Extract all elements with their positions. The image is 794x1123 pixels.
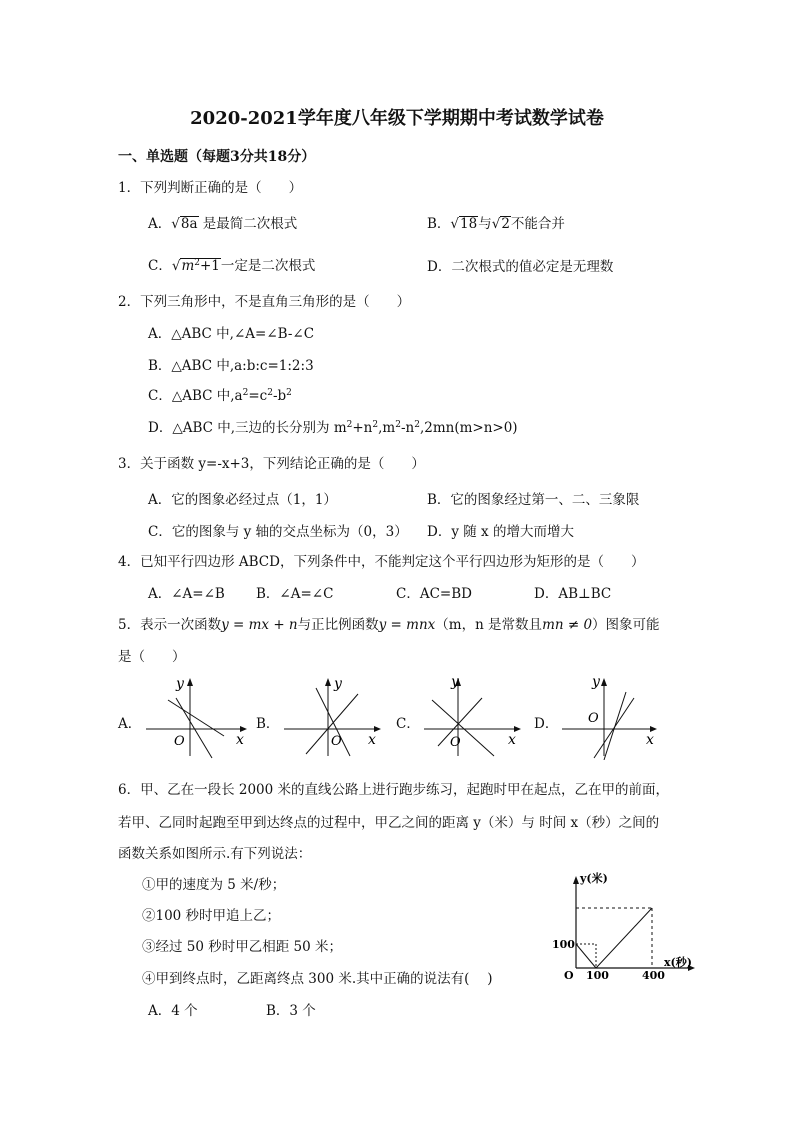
q4-option-d[interactable]: D．AB⊥BC [534,586,612,602]
origin-label: O [331,734,342,749]
origin-label: O [564,969,574,980]
radicand-exp: 2 [194,258,200,268]
q6-statement-1: ①甲的速度为 5 米/秒； [142,877,286,893]
q4-option-b[interactable]: B．∠A=∠C [256,586,334,602]
y-label: y [451,674,459,690]
radical-sign: √ [491,216,501,232]
origin-label: O [450,735,461,750]
q1-option-d[interactable]: D．二次根式的值必定是无理数 [427,259,614,275]
q3-option-b[interactable]: B．它的图象经过第一、二、三象限 [427,492,640,508]
q2-d-part: +n [352,420,373,436]
q5-stem-post: ）图象可能 [592,617,660,633]
q5-formula-proportional: y = mnx [378,617,436,633]
question-4-stem: 4．已知平行四边形 ABCD，下列条件中，不能判定这个平行四边形为矩形的是（ ） [118,554,645,570]
q1-option-b-text: 不能合并 [510,216,565,232]
q2-c-pre: C．△ABC 中,a [148,388,243,404]
q1-option-c-label: C． [148,258,172,274]
question-3-stem: 3．关于函数 y=-x+3，下列结论正确的是（ ） [118,456,425,472]
q5-stem-pre: 5．表示一次函数 [118,617,222,633]
y-label: y [592,674,600,690]
exp: 2 [286,388,292,398]
q2-d-part: -n [400,420,415,436]
question-5-stem [118,613,660,633]
q5-option-a-label[interactable]: A． [118,716,142,732]
q4-option-a[interactable]: A．∠A=∠B [148,586,225,602]
q2-option-b[interactable]: B．△ABC 中,a:b:c=1:2:3 [148,358,314,374]
x-label: x [236,732,244,748]
graph-segment-1 [576,944,596,968]
q3-option-a[interactable]: A．它的图象必经过点（1，1） [148,492,337,508]
x-label: x [646,732,654,748]
q1-option-b-radicand-1: 18 [460,216,478,232]
q2-option-d[interactable] [148,416,518,436]
q1-option-c[interactable] [148,254,315,274]
q6-statement-2: ②100 秒时甲追上乙； [142,908,281,924]
radical-sign: √ [171,258,181,274]
q3-option-c[interactable]: C．它的图象与 y 轴的交点坐标为（0，3） [148,524,408,540]
page-title: 2020-2021学年度八年级下学期期中考试数学试卷 [190,108,604,129]
q5-graph-d[interactable] [556,672,666,760]
q5-stem-mid: 与正比例函数 [297,617,379,633]
section-heading: 一、单选题（每题3分共18分） [118,149,316,165]
radicand-base: m [181,258,195,274]
y-axis-arrow [187,678,193,686]
q2-d-part: ,2mn(m>n>0) [419,420,518,436]
origin-label: O [174,734,185,749]
q2-d-part: ,m [378,420,396,436]
x-label: x [368,732,376,748]
q1-option-c-radicand [180,258,220,273]
radicand-text: 8a [180,216,198,232]
q5-graph-b[interactable] [278,672,388,760]
q3-option-d[interactable]: D．y 随 x 的增大而增大 [427,524,574,540]
q1-option-a-text: 是最简二次根式 [202,216,298,232]
radical-sign: √ [450,216,460,232]
exp: 2 [242,388,249,398]
question-1-stem: 1．下列判断正确的是（ ） [118,180,303,196]
question-2-stem: 2．下列三角形中，不是直角三角形的是（ ） [118,294,411,310]
exp: 2 [267,388,273,398]
radical-sign: √ [171,216,180,232]
q2-c-mid: =c [248,388,268,404]
q2-option-c[interactable] [148,384,292,404]
q2-d-pre: D．△ABC 中,三边的长分别为 m [148,420,347,436]
q2-option-a[interactable]: A．△ABC 中,∠A=∠B-∠C [148,326,315,342]
q1-option-b[interactable] [427,212,565,232]
y-label: y [334,676,342,692]
y-axis-arrow [325,678,331,686]
q5-graph-a[interactable] [140,672,250,760]
exp: 2 [414,420,420,430]
y-label: y [176,676,184,692]
exp: 2 [372,420,379,430]
q5-formula-condition: mn ≠ 0 [542,617,593,633]
q5-option-d-label[interactable]: D． [534,716,559,732]
question-6-stem-1: 6．甲、乙在一段长 2000 米的直线公路上进行跑步练习，起跑时甲在起点，乙在甲的前面， [118,782,670,798]
graph-line [594,698,634,758]
x-axis-label: x(秒) [664,956,692,969]
q6-option-a[interactable]: A．4 个 [148,1003,198,1019]
radicand-rest: +1 [200,258,220,274]
origin-label: O [588,711,599,726]
y-axis-label: y(米) [580,872,608,885]
q4-option-c[interactable]: C．AC=BD [396,586,472,602]
y-tick-100: 100 [552,938,575,951]
q6-option-b[interactable]: B．3 个 [266,1003,316,1019]
x-label: x [508,732,516,748]
exp: 2 [346,420,353,430]
graph-segment-2 [596,908,652,968]
graph-line [176,698,212,758]
q6-statement-3: ③经过 50 秒时甲乙相距 50 米； [142,939,343,955]
q1-option-a-radicand [180,216,199,231]
q5-graph-c[interactable] [418,672,528,760]
x-tick-400: 400 [642,969,665,980]
q1-option-c-text: 一定是二次根式 [220,258,316,274]
q1-option-a[interactable] [148,212,297,232]
q5-formula-linear: y = mx + n [221,617,298,633]
q1-option-a-label: A． [148,216,172,232]
graph-line [432,700,494,756]
q1-option-b-label: B． [427,216,451,232]
q6-statement-4: ④甲到终点时，乙距离终点 300 米.其中正确的说法有( ) [142,971,493,987]
y-axis-arrow [601,678,607,686]
q5-option-c-label[interactable]: C． [396,716,420,732]
question-6-stem-3: 函数关系如图所示.有下列说法： [118,846,312,862]
q2-c-mid2: -b [272,388,287,404]
q1-option-b-radicand-2: 2 [501,216,510,232]
exp: 2 [395,420,401,430]
y-axis-arrow [573,876,579,884]
q5-stem-paren: （m，n 是常数且 [435,617,543,633]
q1-option-b-mid: 与 [478,216,492,232]
q5-option-b-label[interactable]: B． [256,716,280,732]
question-5-stem-line2: 是（ ） [118,649,186,665]
q6-distance-graph [548,868,698,980]
x-tick-100: 100 [586,969,609,980]
question-6-stem-2: 若甲、乙同时起跑至甲到达终点的过程中，甲乙之间的距离 y（米）与 时间 x（秒）之间的 [118,815,660,831]
